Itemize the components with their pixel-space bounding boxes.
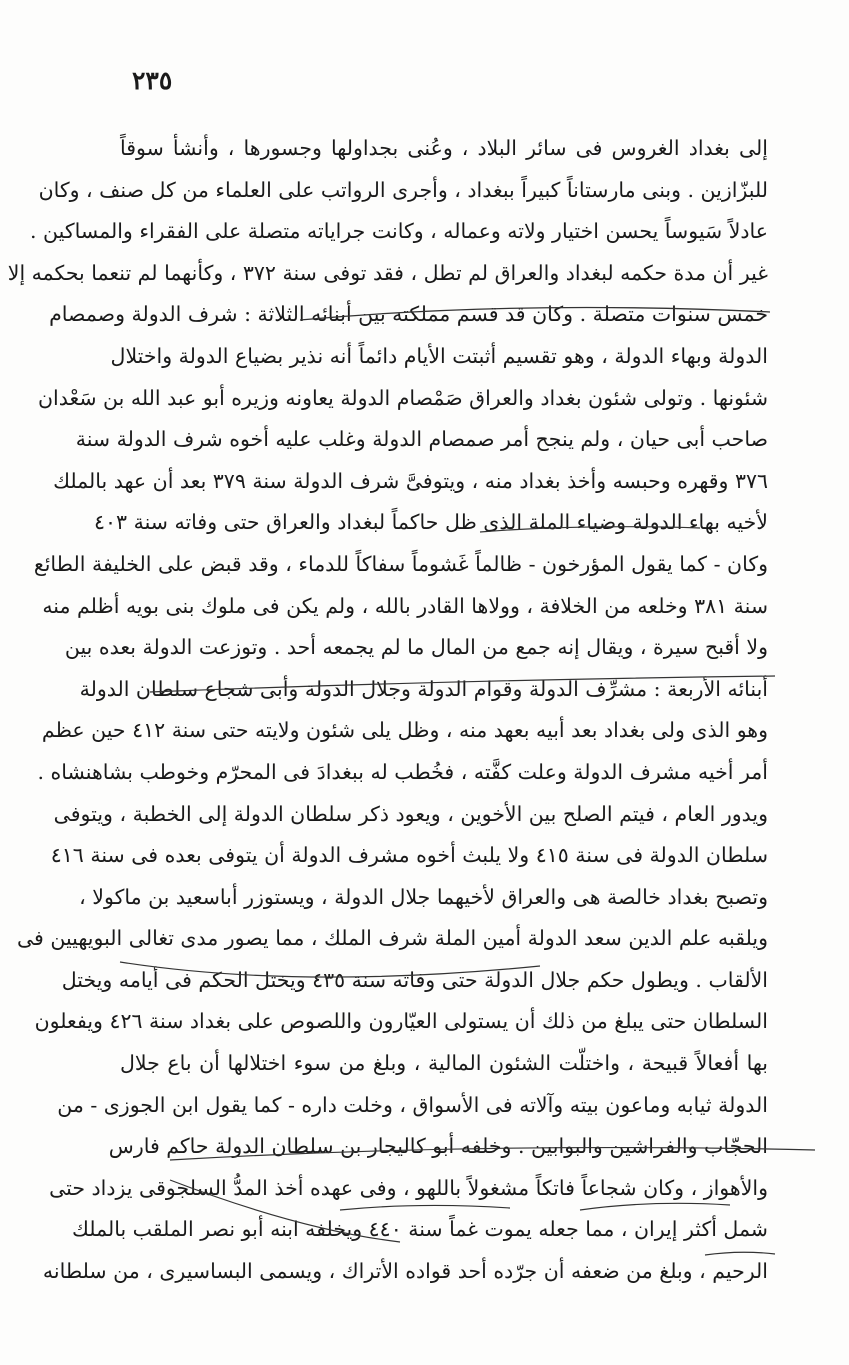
text-line: ولا أقبح سيرة ، ويقال إنه جمع من المال ما لم يجمعه أحد . وتوزعت الدولة بعده بين (64, 635, 768, 660)
text-line: أمر أخيه مشرف الدولة وعلت كفَّته ، فخُطب له ببغدادَ فى المحرّم وخوطب بشاهنشاه . (37, 759, 768, 784)
text-line: الدولة ثيابه وماعون بيته وآلاته فى الأسواق ، وخلت داره - كما يقول ابن الجوزى - من (57, 1092, 768, 1117)
text-line: للبزّازين . وبنى مارستاناً كبيراً ببغداد ، وأجرى الرواتب على العلماء من كل صنف ، وكان (38, 177, 768, 202)
text-line: ويلقبه علم الدين سعد الدولة أمين الملة شرف الملك ، مما يصور مدى تغالى البويهيين فى (16, 926, 768, 951)
text-line: لأخيه بهاء الدولة وضياء الملة الذى ظل حاكماً لبغداد والعراق حتى وفاته سنة ٤٠٣ (94, 510, 768, 535)
text-line: شئونها . وتولى شئون بغداد والعراق صَمْصام الدولة يعاونه وزيره أبو عبد الله بن سَعْدان (37, 385, 768, 410)
text-line: إلى بغداد الغروس فى سائر البلاد ، وعُنى بجداولها وجسورها ، وأنشأ سوقاً (120, 136, 768, 160)
text-line: سلطان الدولة فى سنة ٤١٥ ولا يلبث أخوه مشرف الدولة أن يتوفى بعده فى سنة ٤١٦ (50, 843, 768, 868)
text-line: أبنائه الأربعة : مشرِّف الدولة وقوام الدولة وجلال الدولة وأبى شجاع سلطان الدولة (79, 676, 768, 701)
text-line: شمل أكثر إيران ، مما جعله يموت غماً سنة ٤٤٠ ويخلفه ابنه أبو نصر الملقب بالملك (72, 1217, 768, 1242)
text-line: وتصبح بغداد خالصة هى والعراق لأخيهما جلال الدولة ، ويستوزر أباسعيد بن ماكولا ، (79, 884, 768, 909)
text-line: وهو الذى ولى بغداد بعد أبيه بعهد منه ، وظل يلى شئون ولايته حتى سنة ٤١٢ حين عظم (41, 718, 768, 743)
text-line: الحجّاب والفراشين والبوابين . وخلفه أبو كاليجار بن سلطان الدولة حاكم فارس (108, 1134, 768, 1159)
text-line: سنة ٣٨١ وخلعه من الخلافة ، وولاها القادر بالله ، ولم يكن فى ملوك بنى بويه أظلم منه (42, 593, 768, 618)
text-line: عادلاً سَيوساً يحسن اختيار ولاته وعماله ، وكانت جراياته متصلة على الفقراء والمساكين . (30, 219, 768, 244)
body-text (7, 128, 768, 1293)
page-number: ٢٣٥ (132, 66, 173, 95)
text-line: الدولة وبهاء الدولة ، وهو تقسيم أثبتت الأيام دائماً أنه نذير بضياع الدولة واختلال (110, 343, 768, 368)
text-line: ٣٧٦ وقهره وحبسه وأخذ بغداد منه ، ويتوفىَّ شرف الدولة سنة ٣٧٩ بعد أن عهد بالملك (53, 468, 768, 493)
text-line: خمس سنوات متصلة . وكان قد قسم مملكته بين أبنائه الثلاثة : شرف الدولة وصمصام (49, 302, 768, 327)
text-line: الرحيم ، وبلغ من ضعفه أن جرّده أحد قواده الأتراك ، ويسمى البساسيرى ، من سلطانه (42, 1259, 768, 1284)
text-line: بها أفعالاً قبيحة ، واختلّت الشئون المالية ، وبلغ من سوء اختلالها أن باع جلال (120, 1051, 768, 1076)
text-line: غير أن مدة حكمه لبغداد والعراق لم تطل ، فقد توفى سنة ٣٧٢ ، وكأنهما لم تنعما بحكمه إلا (7, 260, 768, 285)
text-line: صاحب أبى حيان ، ولم ينجح أمر صمصام الدولة وغلب عليه أخوه شرف الدولة سنة (75, 427, 768, 452)
text-line: السلطان حتى يبلغ من ذلك أن يستولى العيّارون واللصوص على بغداد سنة ٤٢٦ ويفعلون (34, 1009, 768, 1034)
text-line: الألقاب . ويطول حكم جلال الدولة حتى وفاته سنة ٤٣٥ ويختل الحكم فى أيامه ويختل (61, 967, 768, 992)
text-line: ويدور العام ، فيتم الصلح بين الأخوين ، ويعود ذكر سلطان الدولة إلى الخطبة ، ويتوفى (53, 801, 768, 826)
text-line: والأهواز ، وكان شجاعاً فاتكاً مشغولاً باللهو ، وفى عهده أخذ المدُّ السلجوقى يزداد حتى (49, 1175, 768, 1200)
text-line: وكان - كما يقول المؤرخون - ظالماً غَشوماً سفاكاً للدماء ، وقد قبض على الخليفة الطائع (33, 551, 768, 576)
